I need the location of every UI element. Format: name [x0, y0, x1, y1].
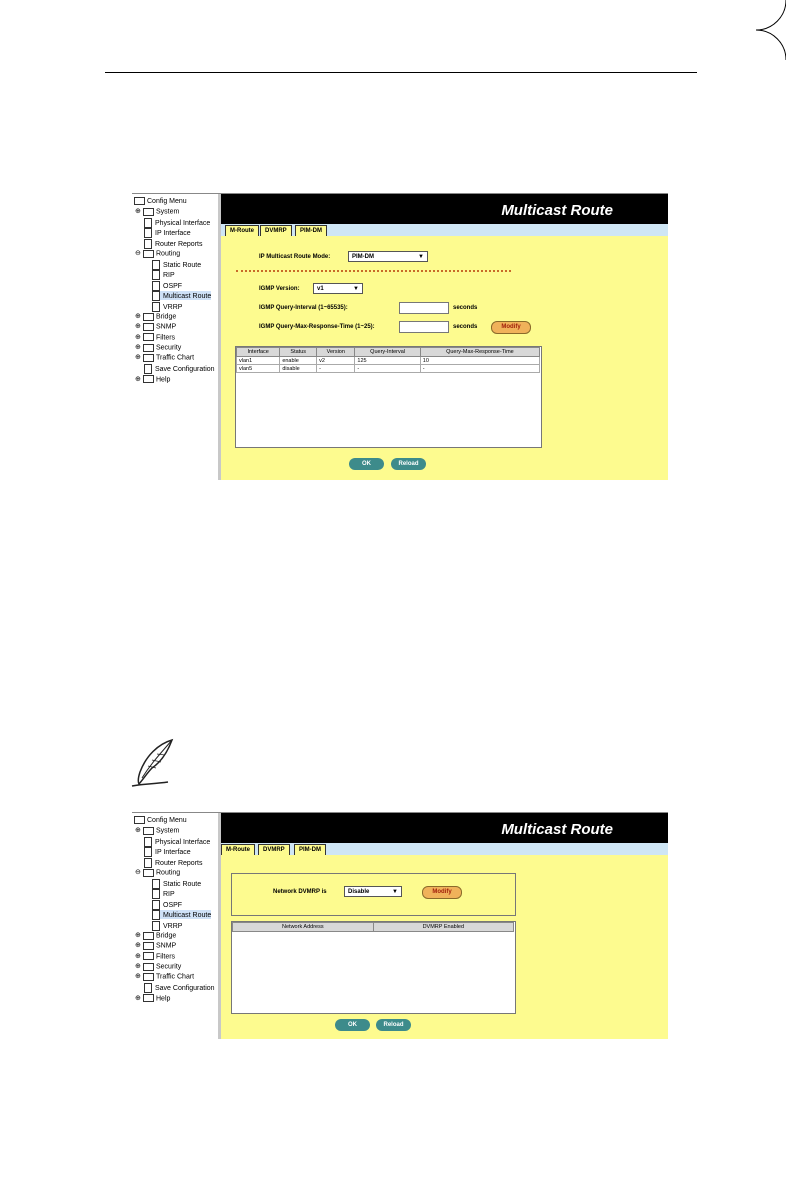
table-header: DVMRP Enabled	[373, 923, 513, 932]
tree-item[interactable]	[135, 931, 176, 940]
reload-button[interactable]: Reload	[391, 458, 426, 470]
table-header: Network Address	[233, 923, 374, 932]
max-response-input[interactable]	[399, 321, 449, 333]
tree-item-label: Save Configuration	[155, 365, 215, 373]
folder-icon	[143, 333, 154, 341]
table-header: Version	[317, 348, 355, 357]
expand-icon[interactable]: ⊕	[135, 973, 141, 980]
modify-button[interactable]: Modify	[491, 321, 531, 334]
expand-icon[interactable]: ⊕	[135, 313, 141, 320]
tree-item[interactable]	[152, 889, 175, 898]
modify-button[interactable]: Modify	[422, 886, 462, 899]
collapse-icon[interactable]: ⊖	[135, 869, 141, 876]
tree-item-label: Bridge	[156, 313, 177, 321]
tree-item[interactable]	[144, 983, 215, 992]
page-icon	[152, 879, 160, 889]
table-cell: vlan5	[237, 365, 280, 373]
table-row[interactable]	[237, 357, 540, 365]
tree-item[interactable]	[135, 333, 175, 342]
tree-item-label: Config Menu	[147, 817, 187, 824]
tree-item-label: Traffic Chart	[156, 973, 195, 981]
folder-icon	[143, 208, 154, 216]
expand-icon[interactable]: ⊕	[135, 932, 141, 939]
tree-item[interactable]	[152, 260, 201, 269]
tab-bar	[221, 843, 668, 855]
tree-item-label: OSPF	[163, 282, 183, 290]
folder-icon	[134, 816, 145, 824]
tree-item[interactable]	[135, 972, 194, 981]
chevron-down-icon: ▼	[353, 286, 359, 292]
tree-item-label: Router Reports	[155, 240, 203, 248]
tree-item-label: IP Interface	[155, 848, 191, 856]
folder-icon	[143, 827, 154, 835]
folder-icon	[143, 963, 154, 971]
page-icon	[144, 239, 152, 249]
tree-item[interactable]	[134, 816, 187, 825]
chevron-down-icon: ▼	[392, 889, 398, 895]
tree-item[interactable]	[152, 281, 182, 290]
table-cell: v2	[317, 357, 355, 365]
table-cell: enable	[280, 357, 317, 365]
folder-icon	[143, 942, 154, 950]
tree-item[interactable]	[144, 218, 210, 227]
ok-button[interactable]: OK	[335, 1019, 370, 1031]
tree-item-label: Bridge	[156, 932, 177, 940]
tree-item-label: Multicast Route	[163, 292, 212, 300]
tab-dvmrp[interactable]: DVMRP	[258, 844, 290, 855]
expand-icon[interactable]: ⊕	[135, 333, 141, 341]
page-icon	[152, 889, 160, 899]
query-interval-input[interactable]	[399, 302, 449, 314]
folder-icon	[143, 952, 154, 960]
page-icon	[144, 858, 152, 868]
tab-pim-dm[interactable]: PIM-DM	[295, 225, 327, 236]
tree-item[interactable]	[152, 910, 211, 919]
tree-item-label: Routing	[156, 250, 181, 258]
tree-item-label: IP Interface	[155, 229, 191, 237]
screenshot-multicast-dvmrp	[132, 812, 668, 1039]
tree-item-label: Filters	[156, 333, 176, 341]
tree-item-label: Save Configuration	[155, 984, 215, 992]
folder-icon	[143, 869, 154, 877]
tree-item[interactable]	[152, 302, 182, 311]
folder-icon	[143, 932, 154, 940]
tree-item-label: RIP	[163, 890, 175, 898]
main-panel	[221, 194, 668, 480]
tree-item[interactable]	[135, 207, 179, 216]
tree-item[interactable]	[144, 837, 210, 846]
expand-icon[interactable]: ⊕	[135, 952, 141, 960]
page-icon	[152, 270, 160, 280]
tree-item-label: OSPF	[163, 901, 183, 909]
folder-icon	[143, 313, 154, 321]
tab-m-route[interactable]: M-Route	[221, 844, 255, 855]
folder-icon	[143, 994, 154, 1002]
tree-item[interactable]	[144, 847, 191, 856]
tree-item-label: Security	[156, 344, 182, 352]
tree-item[interactable]	[152, 879, 201, 888]
page-icon	[144, 847, 152, 857]
tree-item[interactable]	[135, 249, 180, 258]
network-table-box	[231, 921, 516, 1014]
expand-icon[interactable]: ⊕	[135, 344, 141, 351]
expand-icon[interactable]: ⊕	[135, 375, 141, 383]
page-icon	[152, 302, 160, 312]
cut-mark-arc	[756, 0, 786, 60]
folder-icon	[143, 354, 154, 362]
tree-item[interactable]	[135, 826, 179, 835]
page-title: Multicast Route	[221, 813, 668, 843]
expand-icon[interactable]: ⊕	[135, 208, 141, 215]
page-icon	[152, 281, 160, 291]
igmp-version-label: IGMP Version:	[259, 286, 300, 292]
table-header: Status	[280, 348, 317, 357]
table-row[interactable]	[237, 365, 540, 373]
folder-icon	[143, 344, 154, 352]
tree-item[interactable]	[152, 291, 211, 300]
tree-item-label: SNMP	[156, 942, 177, 950]
max-response-label: IGMP Query-Max-Response-Time (1~25):	[259, 324, 375, 330]
page-icon	[152, 910, 160, 920]
tree-item-label: Help	[156, 994, 171, 1002]
tree-item-label: RIP	[163, 271, 175, 279]
tab-bar	[221, 224, 668, 236]
page-icon	[144, 983, 152, 993]
page-icon	[152, 260, 160, 270]
table-header: Query-Max-Response-Time	[420, 348, 539, 357]
note-feather-icon	[128, 738, 176, 790]
interface-table	[236, 347, 540, 373]
tree-item-label: Routing	[156, 869, 181, 877]
page-icon	[152, 291, 160, 301]
page-icon	[144, 364, 152, 374]
expand-icon[interactable]: ⊕	[135, 354, 141, 361]
dvmrp-label: Network DVMRP is	[273, 889, 327, 895]
chevron-down-icon: ▼	[418, 254, 424, 260]
tree-item[interactable]	[135, 312, 176, 321]
table-cell: disable	[280, 365, 317, 373]
page-icon	[144, 837, 152, 847]
dvmrp-select[interactable]: Disable ▼	[344, 886, 402, 897]
tree-item-label: Filters	[156, 952, 176, 960]
tree-item[interactable]	[134, 197, 187, 206]
ok-button[interactable]: OK	[349, 458, 384, 470]
config-menu-tree	[132, 194, 221, 480]
table-header: Interface	[237, 348, 280, 357]
expand-icon[interactable]: ⊕	[135, 942, 141, 949]
tree-item-label: Traffic Chart	[156, 354, 195, 362]
network-table	[232, 922, 514, 932]
expand-icon[interactable]: ⊕	[135, 994, 141, 1002]
page-icon	[144, 218, 152, 228]
tree-item[interactable]	[135, 952, 175, 961]
table-cell: vlan1	[237, 357, 280, 365]
page-icon	[152, 900, 160, 910]
tree-item-label: VRRP	[163, 922, 183, 930]
page-title: Multicast Route	[221, 194, 668, 224]
expand-icon[interactable]: ⊕	[135, 323, 141, 330]
config-menu-tree	[132, 813, 221, 1039]
tree-item[interactable]	[144, 364, 215, 373]
tree-item-label: Physical Interface	[155, 219, 211, 227]
tree-item-label: Security	[156, 963, 182, 971]
tree-item[interactable]	[152, 921, 182, 930]
page-icon	[144, 228, 152, 238]
table-cell: -	[420, 365, 539, 373]
screenshot-multicast-pimdm	[132, 193, 668, 480]
tree-item-label: Static Route	[163, 261, 202, 269]
folder-icon	[143, 250, 154, 258]
tree-item[interactable]	[135, 962, 181, 971]
expand-icon[interactable]: ⊕	[135, 827, 141, 834]
query-interval-unit: seconds	[453, 305, 478, 311]
tree-item-label: Help	[156, 375, 171, 383]
tree-item[interactable]	[135, 375, 170, 384]
tree-item-label: Multicast Route	[163, 911, 212, 919]
collapse-icon[interactable]: ⊖	[135, 250, 141, 257]
main-panel	[221, 813, 668, 1039]
table-cell: 10	[420, 357, 539, 365]
table-cell: -	[355, 365, 420, 373]
tree-item[interactable]	[135, 343, 181, 352]
tree-item[interactable]	[135, 353, 194, 362]
tree-item[interactable]	[144, 858, 202, 867]
page-icon	[152, 921, 160, 931]
tree-item-label: Physical Interface	[155, 838, 211, 846]
reload-button[interactable]: Reload	[376, 1019, 411, 1031]
tab-dvmrp[interactable]: DVMRP	[260, 225, 292, 236]
table-header: Query-Interval	[355, 348, 420, 357]
tree-item[interactable]	[152, 900, 182, 909]
mode-select[interactable]: PIM-DM ▼	[348, 251, 428, 262]
igmp-version-select[interactable]: v1 ▼	[313, 283, 363, 294]
tree-item[interactable]	[135, 868, 180, 877]
dotted-divider	[236, 270, 511, 272]
table-cell: -	[317, 365, 355, 373]
folder-icon	[143, 323, 154, 331]
tab-m-route[interactable]: M-Route	[225, 225, 259, 236]
tree-item-label: VRRP	[163, 303, 183, 311]
tree-item[interactable]	[144, 228, 191, 237]
tree-item-label: System	[156, 827, 180, 835]
folder-icon	[143, 375, 154, 383]
tree-item-label: Router Reports	[155, 859, 203, 867]
folder-icon	[134, 197, 145, 205]
tree-item[interactable]	[135, 994, 170, 1003]
header-rule	[105, 72, 697, 73]
tree-item[interactable]	[135, 322, 176, 331]
tab-pim-dm[interactable]: PIM-DM	[294, 844, 326, 855]
tree-item[interactable]	[152, 270, 175, 279]
tree-item-label: SNMP	[156, 323, 177, 331]
tree-item-label: Config Menu	[147, 198, 187, 205]
tree-item-label: Static Route	[163, 880, 202, 888]
mode-label: IP Multicast Route Mode:	[259, 254, 331, 260]
tree-item[interactable]	[135, 941, 176, 950]
tree-item[interactable]	[144, 239, 202, 248]
query-interval-label: IGMP Query-Interval (1~65535):	[259, 305, 348, 311]
max-response-unit: seconds	[453, 324, 478, 330]
expand-icon[interactable]: ⊕	[135, 963, 141, 970]
tree-item-label: System	[156, 208, 180, 216]
table-cell: 125	[355, 357, 420, 365]
folder-icon	[143, 973, 154, 981]
